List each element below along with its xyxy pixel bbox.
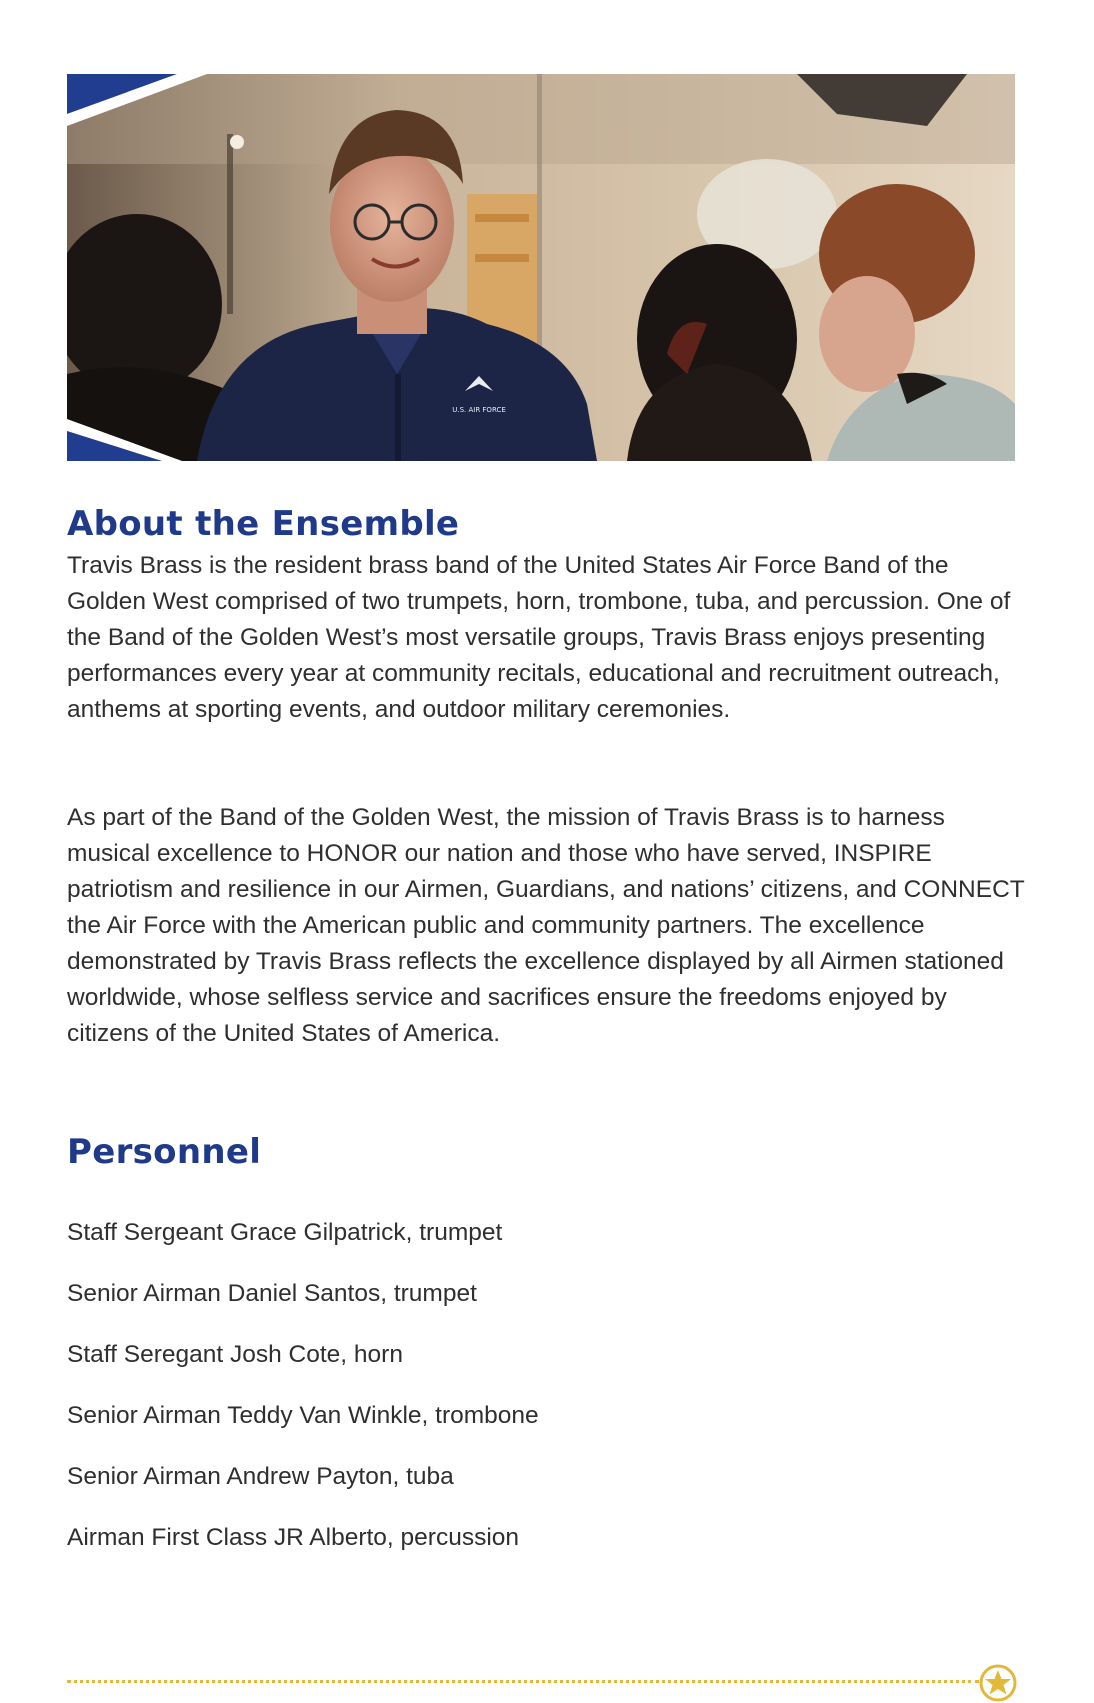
ensemble-photo <box>67 74 1015 461</box>
personnel-item: Airman First Class JR Alberto, percussion <box>67 1524 520 1551</box>
about-paragraph-1: Travis Brass is the resident brass band of the United States Air Force Band of the Golden West comprised of two trumpets, horn, trombone, tuba, and percussion. One of the Band of the Golden West’s most versatile groups, Travis Brass enjoys presenting performances every year at community recitals, educational and recruitment outreach, anthems at sporting events, and outdoor military ceremonies. <box>67 552 1011 723</box>
about-paragraph-2: As part of the Band of the Golden West, the mission of Travis Brass is to harness musical excellence to HONOR our nation and those who have served, INSPIRE patriotism and resilience in our Airmen, Guardians, and nations’ citizens, and CONNECT the Air Force with the American public and community partners. The excellence demonstrated by Travis Brass reflects the excellence displayed by all Airmen stationed worldwide, whose selfless service and sacrifices ensure the freedoms enjoyed by citizens of the United States of America. <box>67 804 1025 1047</box>
personnel-item: Senior Airman Daniel Santos, trumpet <box>67 1280 477 1307</box>
about-heading: About the Ensemble <box>67 504 460 544</box>
personnel-list <box>67 1218 539 1584</box>
personnel-item: Staff Sergeant Grace Gilpatrick, trumpet <box>67 1219 503 1246</box>
personnel-item: Senior Airman Teddy Van Winkle, trombone <box>67 1402 539 1429</box>
footer-divider <box>67 1680 979 1683</box>
star-icon <box>978 1663 1018 1703</box>
personnel-heading: Personnel <box>67 1132 262 1172</box>
personnel-item: Senior Airman Andrew Payton, tuba <box>67 1463 454 1490</box>
uniform-text: U.S. AIR FORCE <box>452 406 506 414</box>
personnel-item: Staff Seregant Josh Cote, horn <box>67 1341 403 1368</box>
